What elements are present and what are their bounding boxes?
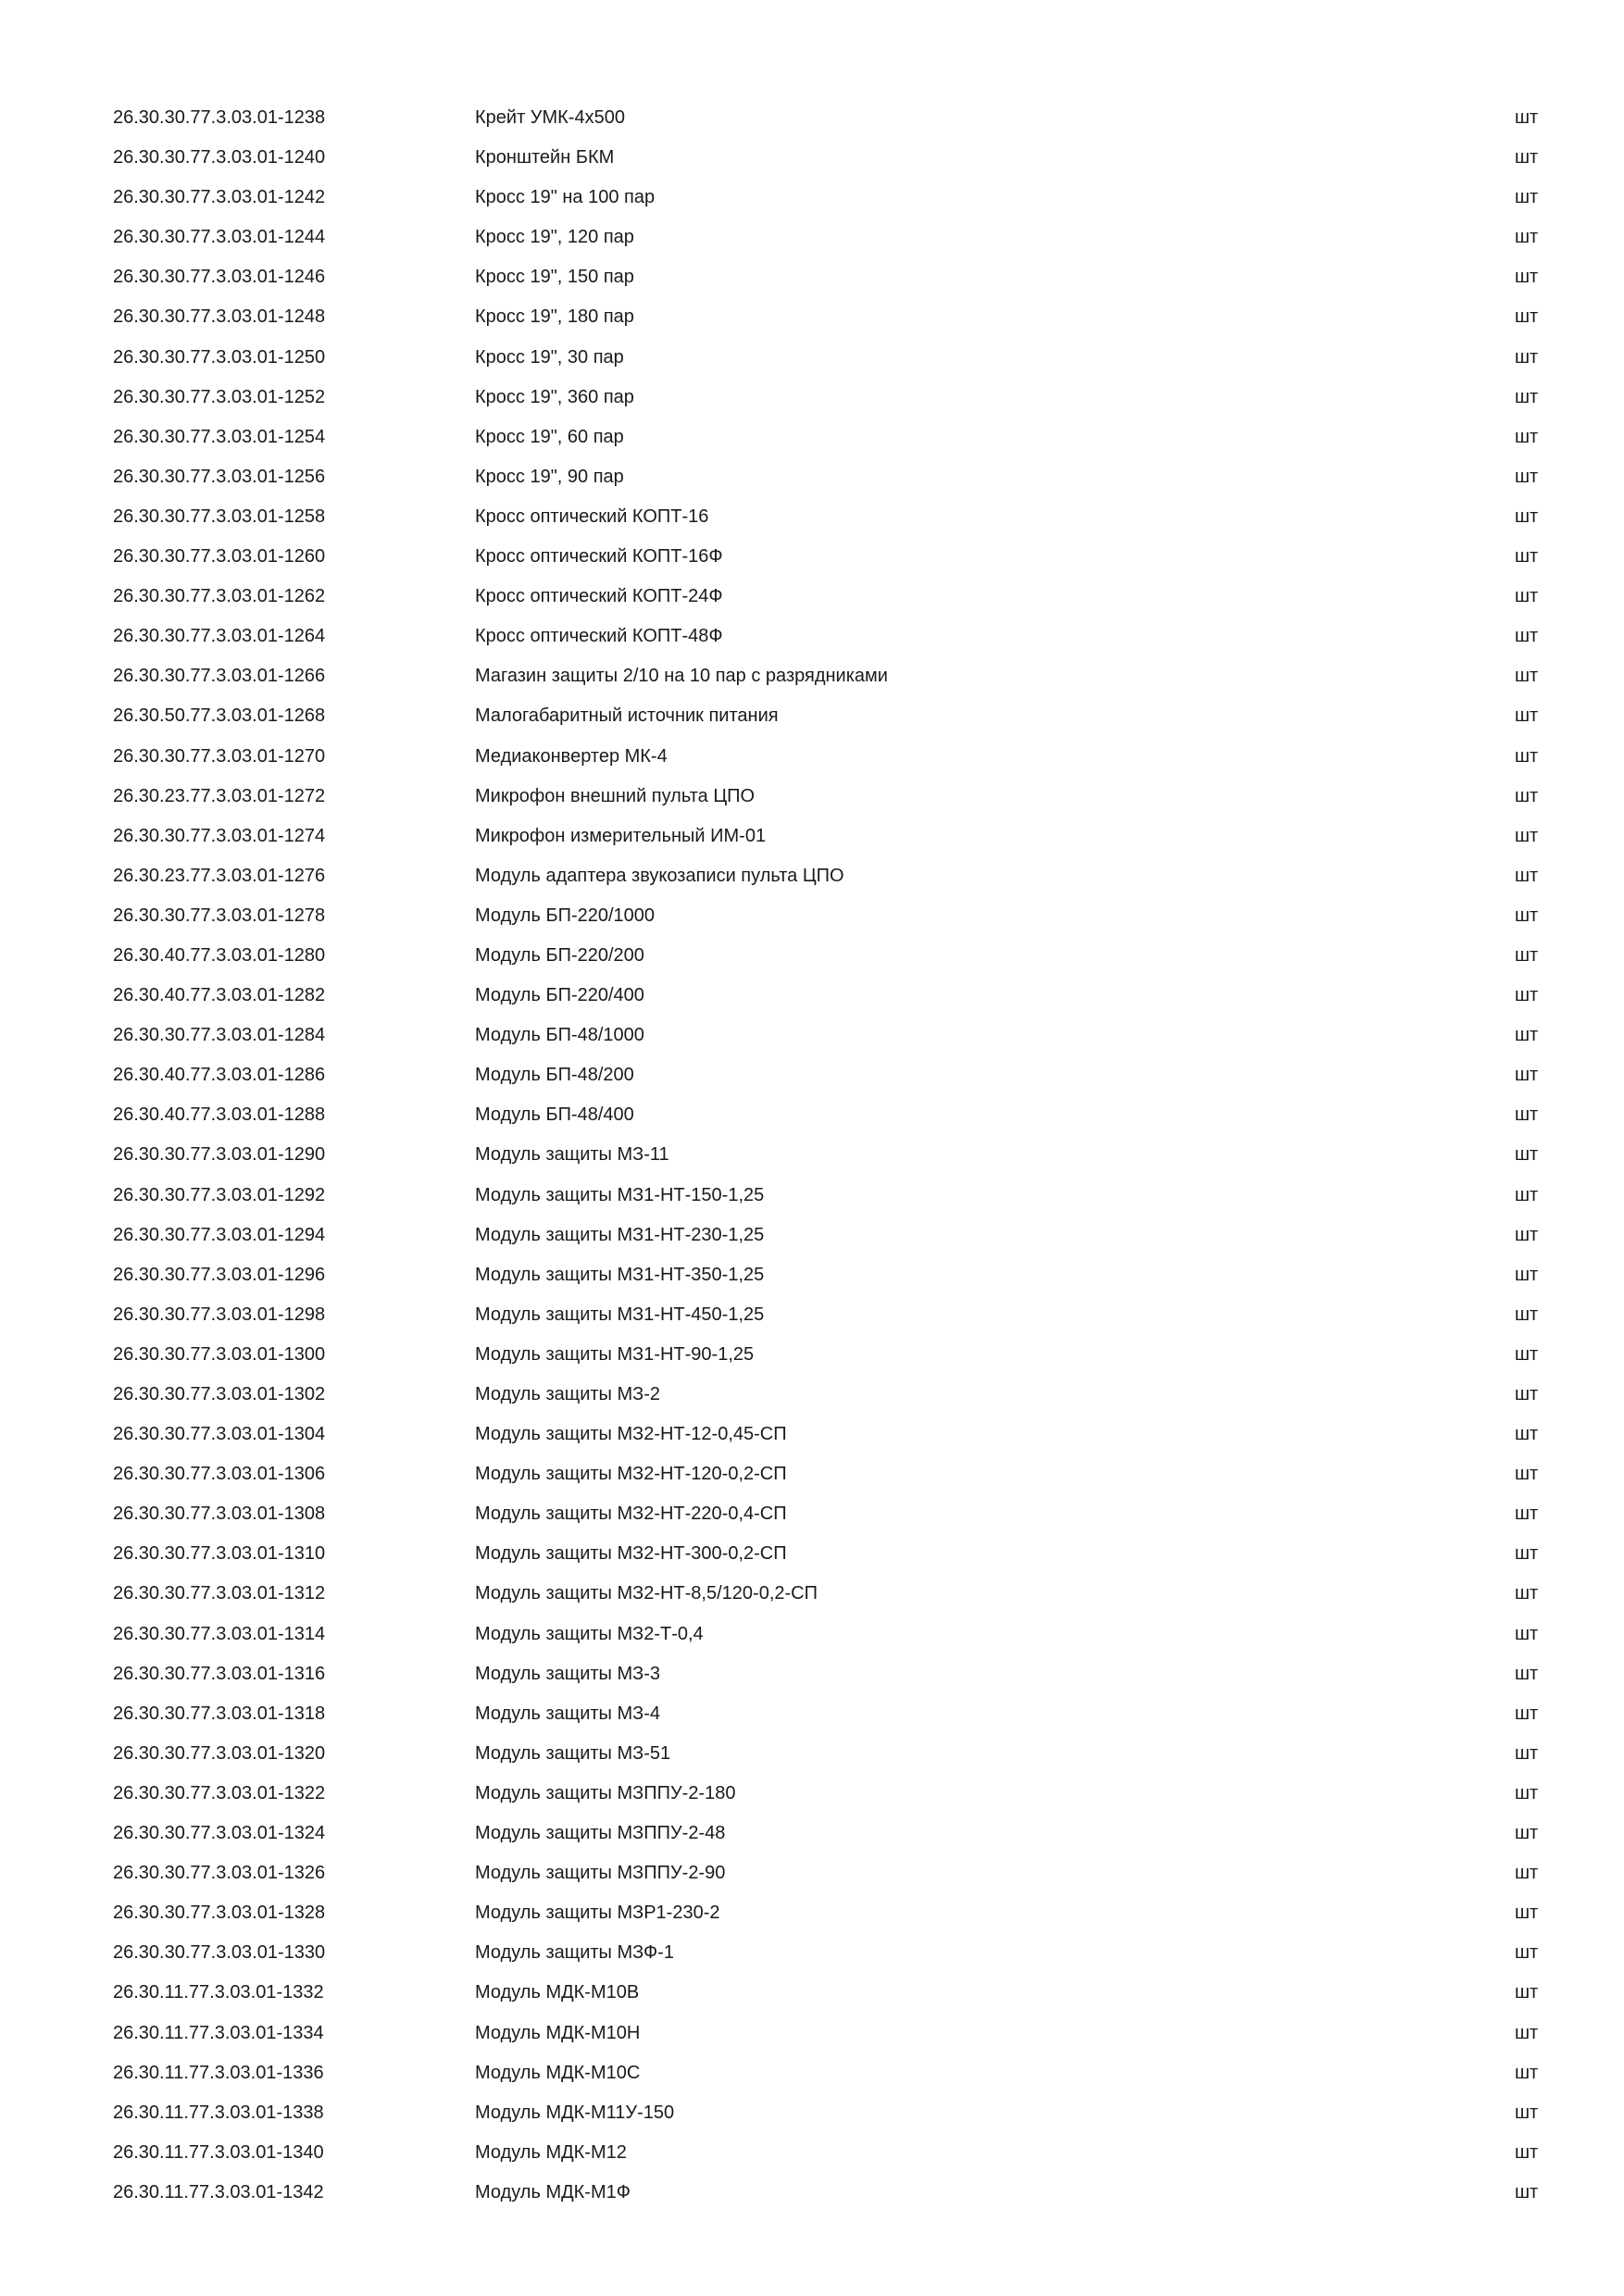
item-unit: шт <box>1515 227 1539 248</box>
item-unit: шт <box>1515 1065 1539 1086</box>
item-code: 26.30.30.77.3.03.01-1304 <box>113 1424 326 1445</box>
item-code: 26.30.30.77.3.03.01-1302 <box>113 1384 326 1404</box>
item-code: 26.30.30.77.3.03.01-1270 <box>113 745 326 767</box>
item-unit: шт <box>1515 1304 1539 1325</box>
item-code: 26.30.30.77.3.03.01-1296 <box>113 1264 326 1285</box>
item-name: Модуль защиты МЗППУ-2-180 <box>475 1782 736 1803</box>
table-row <box>113 2178 1557 2218</box>
item-code: 26.30.30.77.3.03.01-1292 <box>113 1184 326 1205</box>
item-code: 26.30.30.77.3.03.01-1264 <box>113 626 326 647</box>
item-code: 26.30.30.77.3.03.01-1330 <box>113 1942 326 1964</box>
table-row <box>113 223 1557 263</box>
item-unit: шт <box>1515 2181 1539 2202</box>
item-unit: шт <box>1515 1184 1539 1205</box>
item-code: 26.30.11.77.3.03.01-1338 <box>113 2102 324 2123</box>
item-unit: шт <box>1515 1504 1539 1525</box>
item-unit: шт <box>1515 386 1539 407</box>
item-code: 26.30.30.77.3.03.01-1250 <box>113 346 326 368</box>
item-code: 26.30.11.77.3.03.01-1334 <box>113 2022 324 2043</box>
item-code: 26.30.30.77.3.03.01-1310 <box>113 1543 326 1565</box>
item-unit: шт <box>1515 825 1539 846</box>
table-row <box>113 1939 1557 1978</box>
item-code: 26.30.30.77.3.03.01-1258 <box>113 505 326 527</box>
item-name: Модуль защиты МЗ2-НТ-12-0,45-СП <box>475 1424 787 1445</box>
item-name: Кросс оптический КОПТ-24Ф <box>475 586 723 607</box>
item-name: Модуль защиты МЗ-51 <box>475 1742 671 1764</box>
item-unit: шт <box>1515 626 1539 647</box>
table-row <box>113 1061 1557 1101</box>
item-name: Модуль защиты МЗ1-НТ-90-1,25 <box>475 1343 755 1365</box>
table-row <box>113 303 1557 343</box>
item-unit: шт <box>1515 1144 1539 1166</box>
item-code: 26.30.30.77.3.03.01-1260 <box>113 546 326 568</box>
item-code: 26.30.23.77.3.03.01-1276 <box>113 865 326 886</box>
item-code: 26.30.30.77.3.03.01-1254 <box>113 426 326 447</box>
item-name: Микрофон измерительный ИМ-01 <box>475 825 767 846</box>
item-unit: шт <box>1515 1982 1539 2003</box>
table-row <box>113 782 1557 822</box>
item-name: Модуль БП-48/1000 <box>475 1025 644 1046</box>
item-code: 26.30.30.77.3.03.01-1306 <box>113 1464 326 1485</box>
table-row <box>113 104 1557 144</box>
item-name: Модуль МДК-М10Н <box>475 2022 641 2043</box>
item-code: 26.30.30.77.3.03.01-1266 <box>113 666 326 687</box>
item-unit: шт <box>1515 1903 1539 1924</box>
item-name: Модуль МДК-М12 <box>475 2141 627 2163</box>
item-unit: шт <box>1515 1104 1539 1126</box>
table-row <box>113 2139 1557 2178</box>
item-name: Кросс 19", 60 пар <box>475 426 624 447</box>
item-unit: шт <box>1515 1623 1539 1644</box>
item-name: Модуль защиты МЗ2-НТ-220-0,4-СП <box>475 1504 787 1525</box>
item-name: Модуль БП-220/1000 <box>475 905 656 926</box>
item-name: Модуль адаптера звукозаписи пульта ЦПО <box>475 865 844 886</box>
item-name: Модуль защиты МЗ2-НТ-8,5/120-0,2-СП <box>475 1583 818 1604</box>
item-name: Кросс 19", 360 пар <box>475 386 634 407</box>
item-unit: шт <box>1515 2102 1539 2123</box>
item-unit: шт <box>1515 1663 1539 1684</box>
item-unit: шт <box>1515 1782 1539 1803</box>
item-name: Модуль МДК-М10В <box>475 1982 640 2003</box>
table-row <box>113 822 1557 862</box>
item-name: Модуль защиты МЗ-3 <box>475 1663 660 1684</box>
table-row <box>113 1740 1557 1779</box>
table-row <box>113 1978 1557 2018</box>
item-unit: шт <box>1515 2141 1539 2163</box>
table-row <box>113 1221 1557 1261</box>
item-unit: шт <box>1515 1025 1539 1046</box>
item-name: Крейт УМК-4х500 <box>475 107 625 128</box>
item-name: Кросс оптический КОПТ-16 <box>475 505 709 527</box>
table-row <box>113 183 1557 223</box>
item-code: 26.30.30.77.3.03.01-1240 <box>113 147 326 168</box>
item-code: 26.30.40.77.3.03.01-1288 <box>113 1104 326 1126</box>
table-row <box>113 463 1557 503</box>
item-name: Модуль МДК-М11У-150 <box>475 2102 675 2123</box>
item-name: Кросс 19", 120 пар <box>475 227 634 248</box>
item-name: Кросс оптический КОПТ-48Ф <box>475 626 723 647</box>
item-code: 26.30.23.77.3.03.01-1272 <box>113 785 326 806</box>
item-unit: шт <box>1515 107 1539 128</box>
item-unit: шт <box>1515 346 1539 368</box>
table-row <box>113 582 1557 622</box>
item-name: Кросс оптический КОПТ-16Ф <box>475 546 723 568</box>
item-name: Кросс 19", 180 пар <box>475 306 634 328</box>
item-name: Модуль защиты МЗ1-НТ-150-1,25 <box>475 1184 765 1205</box>
table-row <box>113 423 1557 463</box>
item-code: 26.30.30.77.3.03.01-1278 <box>113 905 326 926</box>
item-unit: шт <box>1515 865 1539 886</box>
table-row <box>113 2099 1557 2139</box>
item-unit: шт <box>1515 944 1539 966</box>
item-name: Модуль защиты МЗ1-НТ-350-1,25 <box>475 1264 765 1285</box>
item-code: 26.30.40.77.3.03.01-1280 <box>113 944 326 966</box>
item-unit: шт <box>1515 2062 1539 2083</box>
item-unit: шт <box>1515 1264 1539 1285</box>
item-code: 26.30.30.77.3.03.01-1244 <box>113 227 326 248</box>
item-unit: шт <box>1515 705 1539 727</box>
item-code: 26.30.11.77.3.03.01-1336 <box>113 2062 324 2083</box>
item-name: Модуль БП-220/200 <box>475 944 644 966</box>
table-row <box>113 622 1557 662</box>
table-row <box>113 1859 1557 1899</box>
table-row <box>113 1141 1557 1180</box>
item-name: Модуль защиты МЗППУ-2-90 <box>475 1863 726 1884</box>
item-code: 26.30.30.77.3.03.01-1326 <box>113 1863 326 1884</box>
item-unit: шт <box>1515 1343 1539 1365</box>
table-row <box>113 1819 1557 1859</box>
item-code: 26.30.30.77.3.03.01-1316 <box>113 1663 326 1684</box>
table-row <box>113 742 1557 782</box>
item-code: 26.30.30.77.3.03.01-1312 <box>113 1583 326 1604</box>
table-row <box>113 1899 1557 1939</box>
item-code: 26.30.30.77.3.03.01-1238 <box>113 107 326 128</box>
item-name: Кросс 19", 150 пар <box>475 267 634 288</box>
table-row <box>113 2019 1557 2059</box>
table-row <box>113 263 1557 303</box>
table-row <box>113 144 1557 183</box>
item-name: Модуль защиты МЗ2-НТ-300-0,2-СП <box>475 1543 787 1565</box>
table-row <box>113 1380 1557 1420</box>
item-unit: шт <box>1515 1224 1539 1245</box>
item-name: Модуль БП-48/400 <box>475 1104 634 1126</box>
item-unit: шт <box>1515 1742 1539 1764</box>
item-name: Кросс 19", 30 пар <box>475 346 624 368</box>
item-code: 26.30.40.77.3.03.01-1286 <box>113 1065 326 1086</box>
item-name: Малогабаритный источник питания <box>475 705 779 727</box>
item-code: 26.30.40.77.3.03.01-1282 <box>113 985 326 1006</box>
item-unit: шт <box>1515 546 1539 568</box>
item-name: Модуль защиты МЗФ-1 <box>475 1942 674 1964</box>
item-unit: шт <box>1515 1583 1539 1604</box>
items-table <box>113 104 1557 2218</box>
item-name: Медиаконвертер МК-4 <box>475 745 668 767</box>
item-unit: шт <box>1515 306 1539 328</box>
item-code: 26.30.30.77.3.03.01-1320 <box>113 1742 326 1764</box>
item-code: 26.30.30.77.3.03.01-1248 <box>113 306 326 328</box>
item-unit: шт <box>1515 1464 1539 1485</box>
table-row <box>113 1779 1557 1819</box>
table-row <box>113 942 1557 981</box>
item-code: 26.30.30.77.3.03.01-1262 <box>113 586 326 607</box>
item-name: Модуль МДК-М1Ф <box>475 2181 631 2202</box>
table-row <box>113 1101 1557 1141</box>
item-name: Модуль защиты МЗ2-Т-0,4 <box>475 1623 704 1644</box>
item-unit: шт <box>1515 666 1539 687</box>
table-row <box>113 702 1557 742</box>
item-unit: шт <box>1515 505 1539 527</box>
item-unit: шт <box>1515 1543 1539 1565</box>
table-row <box>113 1420 1557 1460</box>
table-row <box>113 1301 1557 1341</box>
item-code: 26.30.30.77.3.03.01-1294 <box>113 1224 326 1245</box>
item-code: 26.30.30.77.3.03.01-1252 <box>113 386 326 407</box>
item-code: 26.30.30.77.3.03.01-1318 <box>113 1703 326 1724</box>
item-unit: шт <box>1515 466 1539 487</box>
item-name: Модуль БП-220/400 <box>475 985 644 1006</box>
table-row <box>113 662 1557 702</box>
item-unit: шт <box>1515 1703 1539 1724</box>
item-code: 26.30.30.77.3.03.01-1324 <box>113 1823 326 1844</box>
item-code: 26.30.30.77.3.03.01-1274 <box>113 825 326 846</box>
item-code: 26.30.30.77.3.03.01-1246 <box>113 267 326 288</box>
item-unit: шт <box>1515 426 1539 447</box>
table-row <box>113 1700 1557 1740</box>
table-row <box>113 1500 1557 1540</box>
item-name: Модуль защиты МЗ-11 <box>475 1144 669 1166</box>
item-name: Микрофон внешний пульта ЦПО <box>475 785 756 806</box>
table-row <box>113 1579 1557 1619</box>
item-code: 26.30.30.77.3.03.01-1298 <box>113 1304 326 1325</box>
item-unit: шт <box>1515 187 1539 208</box>
item-code: 26.30.30.77.3.03.01-1242 <box>113 187 326 208</box>
table-row <box>113 1620 1557 1660</box>
item-name: Кросс 19", 90 пар <box>475 466 624 487</box>
item-name: Модуль защиты МЗ1-НТ-230-1,25 <box>475 1224 765 1245</box>
item-unit: шт <box>1515 1823 1539 1844</box>
item-code: 26.30.30.77.3.03.01-1308 <box>113 1504 326 1525</box>
item-code: 26.30.30.77.3.03.01-1328 <box>113 1903 326 1924</box>
table-row <box>113 1181 1557 1221</box>
item-code: 26.30.30.77.3.03.01-1284 <box>113 1025 326 1046</box>
table-row <box>113 1021 1557 1061</box>
item-name: Модуль МДК-М10С <box>475 2062 641 2083</box>
table-row <box>113 902 1557 942</box>
table-row <box>113 1460 1557 1500</box>
item-code: 26.30.30.77.3.03.01-1300 <box>113 1343 326 1365</box>
table-row <box>113 2059 1557 2099</box>
table-row <box>113 383 1557 423</box>
item-name: Кронштейн БКМ <box>475 147 615 168</box>
item-unit: шт <box>1515 905 1539 926</box>
table-row <box>113 343 1557 383</box>
table-row <box>113 981 1557 1021</box>
item-unit: шт <box>1515 745 1539 767</box>
item-unit: шт <box>1515 1384 1539 1404</box>
item-name: Модуль защиты МЗ-4 <box>475 1703 660 1724</box>
item-name: Модуль защиты МЗ1-НТ-450-1,25 <box>475 1304 765 1325</box>
item-unit: шт <box>1515 1863 1539 1884</box>
item-unit: шт <box>1515 586 1539 607</box>
item-name: Магазин защиты 2/10 на 10 пар с разрядниками <box>475 666 888 687</box>
table-row <box>113 503 1557 543</box>
item-code: 26.30.30.77.3.03.01-1322 <box>113 1782 326 1803</box>
item-name: Модуль защиты МЗР1-230-2 <box>475 1903 720 1924</box>
item-code: 26.30.30.77.3.03.01-1290 <box>113 1144 326 1166</box>
item-unit: шт <box>1515 785 1539 806</box>
item-code: 26.30.11.77.3.03.01-1342 <box>113 2181 324 2202</box>
table-row <box>113 862 1557 902</box>
item-unit: шт <box>1515 1942 1539 1964</box>
item-unit: шт <box>1515 985 1539 1006</box>
item-name: Модуль защиты МЗ2-НТ-120-0,2-СП <box>475 1464 787 1485</box>
table-row <box>113 543 1557 582</box>
item-code: 26.30.11.77.3.03.01-1332 <box>113 1982 324 2003</box>
item-unit: шт <box>1515 1424 1539 1445</box>
item-name: Кросс 19" на 100 пар <box>475 187 656 208</box>
item-unit: шт <box>1515 2022 1539 2043</box>
item-name: Модуль защиты МЗППУ-2-48 <box>475 1823 726 1844</box>
item-code: 26.30.50.77.3.03.01-1268 <box>113 705 326 727</box>
item-code: 26.30.30.77.3.03.01-1314 <box>113 1623 326 1644</box>
item-code: 26.30.11.77.3.03.01-1340 <box>113 2141 324 2163</box>
item-unit: шт <box>1515 147 1539 168</box>
item-name: Модуль БП-48/200 <box>475 1065 634 1086</box>
table-row <box>113 1341 1557 1380</box>
table-row <box>113 1540 1557 1579</box>
table-row <box>113 1660 1557 1700</box>
item-code: 26.30.30.77.3.03.01-1256 <box>113 466 326 487</box>
item-unit: шт <box>1515 267 1539 288</box>
item-name: Модуль защиты МЗ-2 <box>475 1384 660 1404</box>
table-row <box>113 1261 1557 1301</box>
